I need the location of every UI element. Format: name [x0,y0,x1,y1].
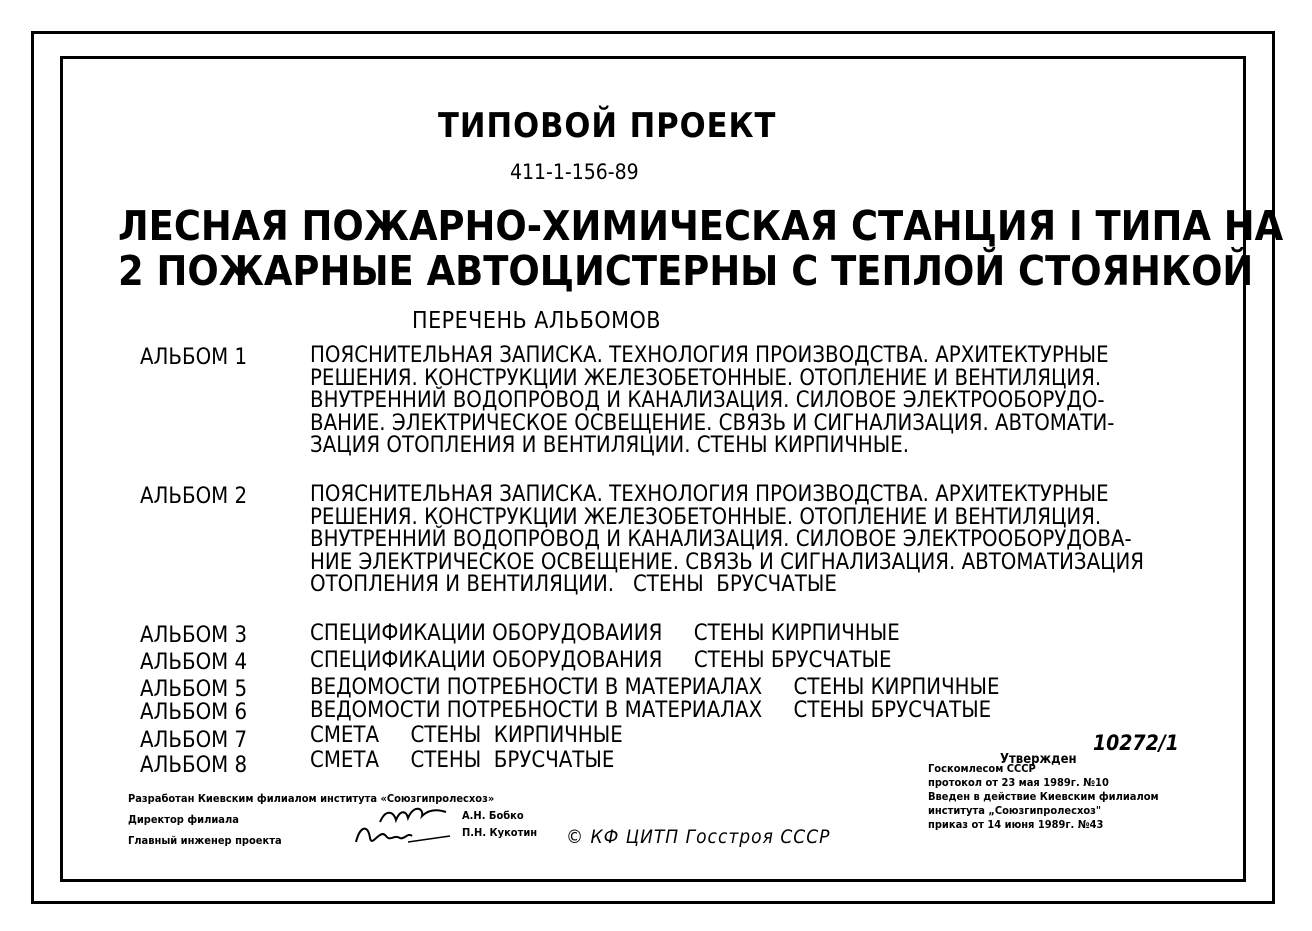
album-label-7: АЛЬБОМ 7 [140,728,248,753]
project-title [118,204,1283,294]
album-label-4: АЛЬБОМ 4 [140,650,248,675]
approval-heading: Утвержден [1000,752,1077,767]
approval-details: Госкомлесом СССР протокол от 23 мая 1989г. №10 Введен в действие Киевским филиалом института „Союзгипролесхоз" приказ от 14 июня 1989г. №43 [928,762,1159,831]
album-label-5: АЛЬБОМ 5 [140,677,248,702]
album-description-8: СМЕТА СТЕНЫ БРУСЧАТЫЕ [310,748,615,773]
developer-credits: Разработан Киевским филиалом института «Союзгипролесхоз» Директор филиала Главный инженер проекта [128,792,495,847]
album-list-heading: ПЕРЕЧЕНЬ АЛЬБОМОВ [412,308,662,334]
project-title-line-1: ЛЕСНАЯ ПОЖАРНО-ХИМИЧЕСКАЯ СТАНЦИЯ I ТИПА НА [118,202,1284,250]
project-code: 411-1-156-89 [510,160,639,184]
signatory-names: А.Н. Бобко П.Н. Кукотин [462,809,538,839]
album-description-2: ПОЯСНИТЕЛЬНАЯ ЗАПИСКА. ТЕХНОЛОГИЯ ПРОИЗВОДСТВА. АРХИТЕКТУРНЫЕ РЕШЕНИЯ. КОНСТРУКЦИИ ЖЕЛЕЗОБЕТОННЫЕ. ОТОПЛЕНИЕ И ВЕНТИЛЯЦИЯ. ВНУТРЕННИЙ ВОДОПРОВОД И КАНАЛИЗАЦИЯ. СИЛОВОЕ ЭЛЕКТРООБОРУДОВА- НИЕ ЭЛЕКТРИЧЕСКОЕ ОСВЕЩЕНИЕ. СВЯЗЬ И СИГНАЛИЗАЦИЯ. АВТОМАТИЗАЦИЯ ОТОПЛЕНИЯ И ВЕНТИЛЯЦИИ. СТЕНЫ БРУСЧАТЫЕ [310,482,1145,597]
album-label-1: АЛЬБОМ 1 [140,345,248,370]
album-label-6: АЛЬБОМ 6 [140,700,248,725]
approval-number: 10272/1 [1093,731,1179,755]
album-description-6: ВЕДОМОСТИ ПОТРЕБНОСТИ В МАТЕРИАЛАХ СТЕНЫ БРУСЧАТЫЕ [310,698,992,723]
album-description-3: СПЕЦИФИКАЦИИ ОБОРУДОВАИИЯ СТЕНЫ КИРПИЧНЫЕ [310,621,900,646]
album-label-3: АЛЬБОМ 3 [140,623,248,648]
handwritten-signature [350,798,460,850]
album-label-8: АЛЬБОМ 8 [140,753,248,778]
document-type-title: ТИПОВОЙ ПРОЕКТ [438,106,777,146]
project-title-line-2: 2 ПОЖАРНЫЕ АВТОЦИСТЕРНЫ С ТЕПЛОЙ СТОЯНКОЙ [118,247,1254,295]
copyright-note: © КФ ЦИТП Госстроя СССР [566,826,831,848]
album-label-2: АЛЬБОМ 2 [140,484,248,509]
album-description-5: ВЕДОМОСТИ ПОТРЕБНОСТИ В МАТЕРИАЛАХ СТЕНЫ КИРПИЧНЫЕ [310,675,1000,700]
album-description-1: ПОЯСНИТЕЛЬНАЯ ЗАПИСКА. ТЕХНОЛОГИЯ ПРОИЗВОДСТВА. АРХИТЕКТУРНЫЕ РЕШЕНИЯ. КОНСТРУКЦИИ ЖЕЛЕЗОБЕТОННЫЕ. ОТОПЛЕНИЕ И ВЕНТИЛЯЦИЯ. ВНУТРЕННИЙ ВОДОПРОВОД И КАНАЛИЗАЦИЯ. СИЛОВОЕ ЭЛЕКТРООБОРУДО- ВАНИЕ. ЭЛЕКТРИЧЕСКОЕ ОСВЕЩЕНИЕ. СВЯЗЬ И СИГНАЛИЗАЦИЯ. АВТОМАТИ- ЗАЦИЯ ОТОПЛЕНИЯ И ВЕНТИЛЯЦИИ. СТЕНЫ КИРПИЧНЫЕ. [310,343,1115,458]
album-description-4: СПЕЦИФИКАЦИИ ОБОРУДОВАНИЯ СТЕНЫ БРУСЧАТЫЕ [310,648,892,673]
album-description-7: СМЕТА СТЕНЫ КИРПИЧНЫЕ [310,723,623,748]
